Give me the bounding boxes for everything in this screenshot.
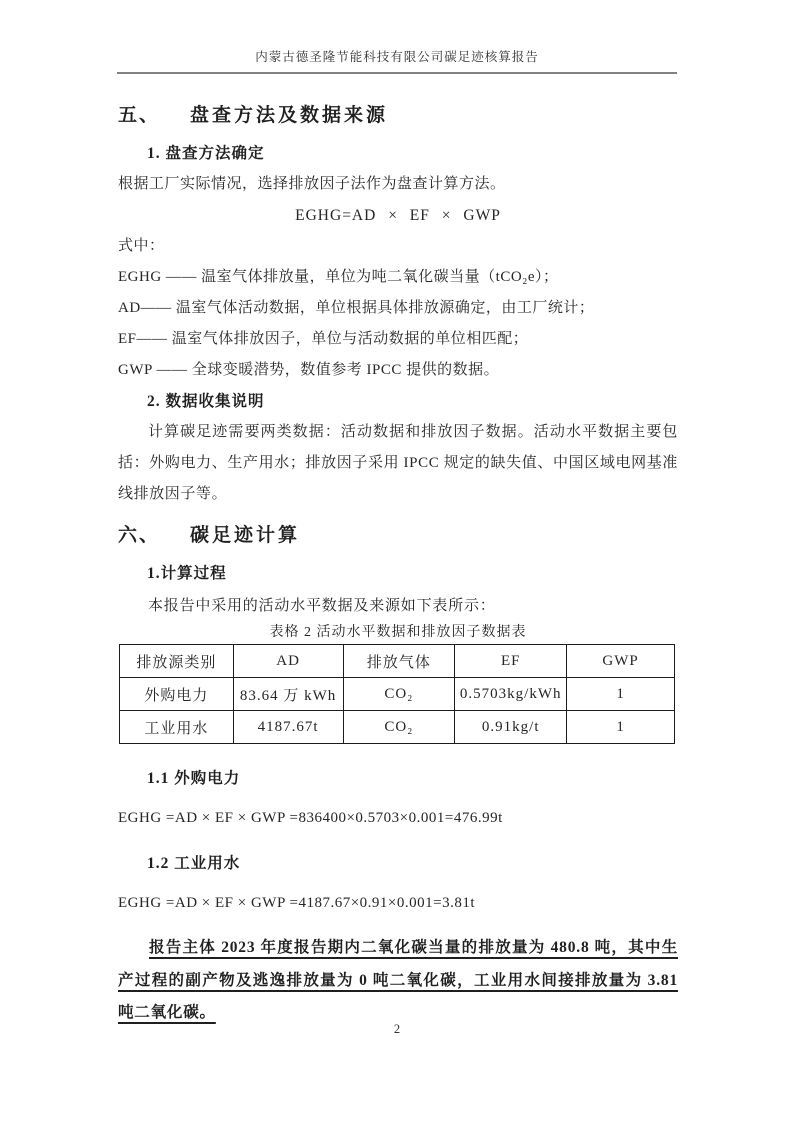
- table-header-row: [120, 645, 675, 678]
- cell-ad: 83.64 万 kWh: [233, 678, 343, 711]
- table-intro: 本报告中采用的活动水平数据及来源如下表所示：: [148, 598, 496, 614]
- column-header-source: 排放源类别: [120, 645, 234, 678]
- method-paragraph: 根据工厂实际情况，选择排放因子法作为盘查计算方法。: [118, 176, 506, 192]
- page-number: 2: [393, 1022, 401, 1036]
- cell-gas: CO₂: [343, 711, 455, 744]
- section-5-title: 盘查方法及数据来源: [190, 105, 389, 126]
- page-header: [117, 0, 677, 74]
- section-6-heading: [118, 522, 678, 550]
- cell-gwp: 1: [567, 711, 675, 744]
- column-header-ef: EF: [455, 645, 567, 678]
- cell-source: 外购电力: [120, 678, 234, 711]
- water-heading: 1.2 工业用水: [147, 855, 241, 872]
- conclusion-paragraph: 报告主体 2023 年度报告期内二氧化碳当量的排放量为 480.8 吨，其中生产过程的副产物及逃逸排放量为 0 吨二氧化碳，工业用水间接排放量为 3.81 吨二氧化碳。: [118, 939, 678, 1021]
- definition-ef: EF—— 温室气体排放因子，单位与活动数据的单位相匹配；: [118, 331, 529, 347]
- definition-gwp: GWP —— 全球变暖潜势，数值参考 IPCC 提供的数据。: [118, 362, 500, 378]
- column-header-gwp: GWP: [567, 645, 675, 678]
- cell-ef: 0.5703kg/kWh: [455, 678, 567, 711]
- cell-gwp: 1: [567, 678, 675, 711]
- electricity-formula: EGHG =AD × EF × GWP =836400×0.5703×0.001=476.99t: [118, 810, 503, 826]
- cell-source: 工业用水: [120, 711, 234, 744]
- column-header-gas: 排放气体: [343, 645, 455, 678]
- calc-process-heading: 1.计算过程: [147, 565, 227, 582]
- eghg-formula: EGHG=AD × EF × GWP: [295, 207, 501, 224]
- water-formula: EGHG =AD × EF × GWP =4187.67×0.91×0.001=3.81t: [118, 895, 475, 911]
- electricity-heading: 1.1 外购电力: [147, 770, 241, 787]
- cell-ef: 0.91kg/t: [455, 711, 567, 744]
- definition-eghg: EGHG —— 温室气体排放量，单位为吨二氧化碳当量（tCO₂e）；: [118, 269, 559, 285]
- table-row-electricity: [120, 678, 675, 711]
- definition-ad: AD—— 温室气体活动数据，单位根据具体排放源确定，由工厂统计；: [118, 300, 595, 316]
- subsection-method-heading: 1. 盘查方法确定: [147, 145, 265, 162]
- section-6-number: 六、: [118, 525, 161, 546]
- formula-intro: 式中：: [118, 238, 165, 254]
- table-row-water: [120, 711, 675, 744]
- cell-gas: CO₂: [343, 678, 455, 711]
- section-5-heading: [118, 102, 678, 130]
- header-title: 内蒙古德圣隆节能科技有限公司碳足迹核算报告: [255, 50, 539, 64]
- column-header-ad: AD: [233, 645, 343, 678]
- subsection-data-collection-heading: 2. 数据收集说明: [147, 393, 265, 410]
- activity-data-table: [119, 644, 675, 744]
- document-content: [118, 102, 678, 1030]
- section-5-number: 五、: [118, 105, 161, 126]
- table-caption: 表格 2 活动水平数据和排放因子数据表: [269, 625, 527, 640]
- cell-ad: 4187.67t: [233, 711, 343, 744]
- section-6-title: 碳足迹计算: [190, 525, 301, 546]
- data-collection-paragraph: 计算碳足迹需要两类数据：活动数据和排放因子数据。活动水平数据主要包括：外购电力、生产用水；排放因子采用 IPCC 规定的缺失值、中国区域电网基准线排放因子等。: [118, 424, 678, 502]
